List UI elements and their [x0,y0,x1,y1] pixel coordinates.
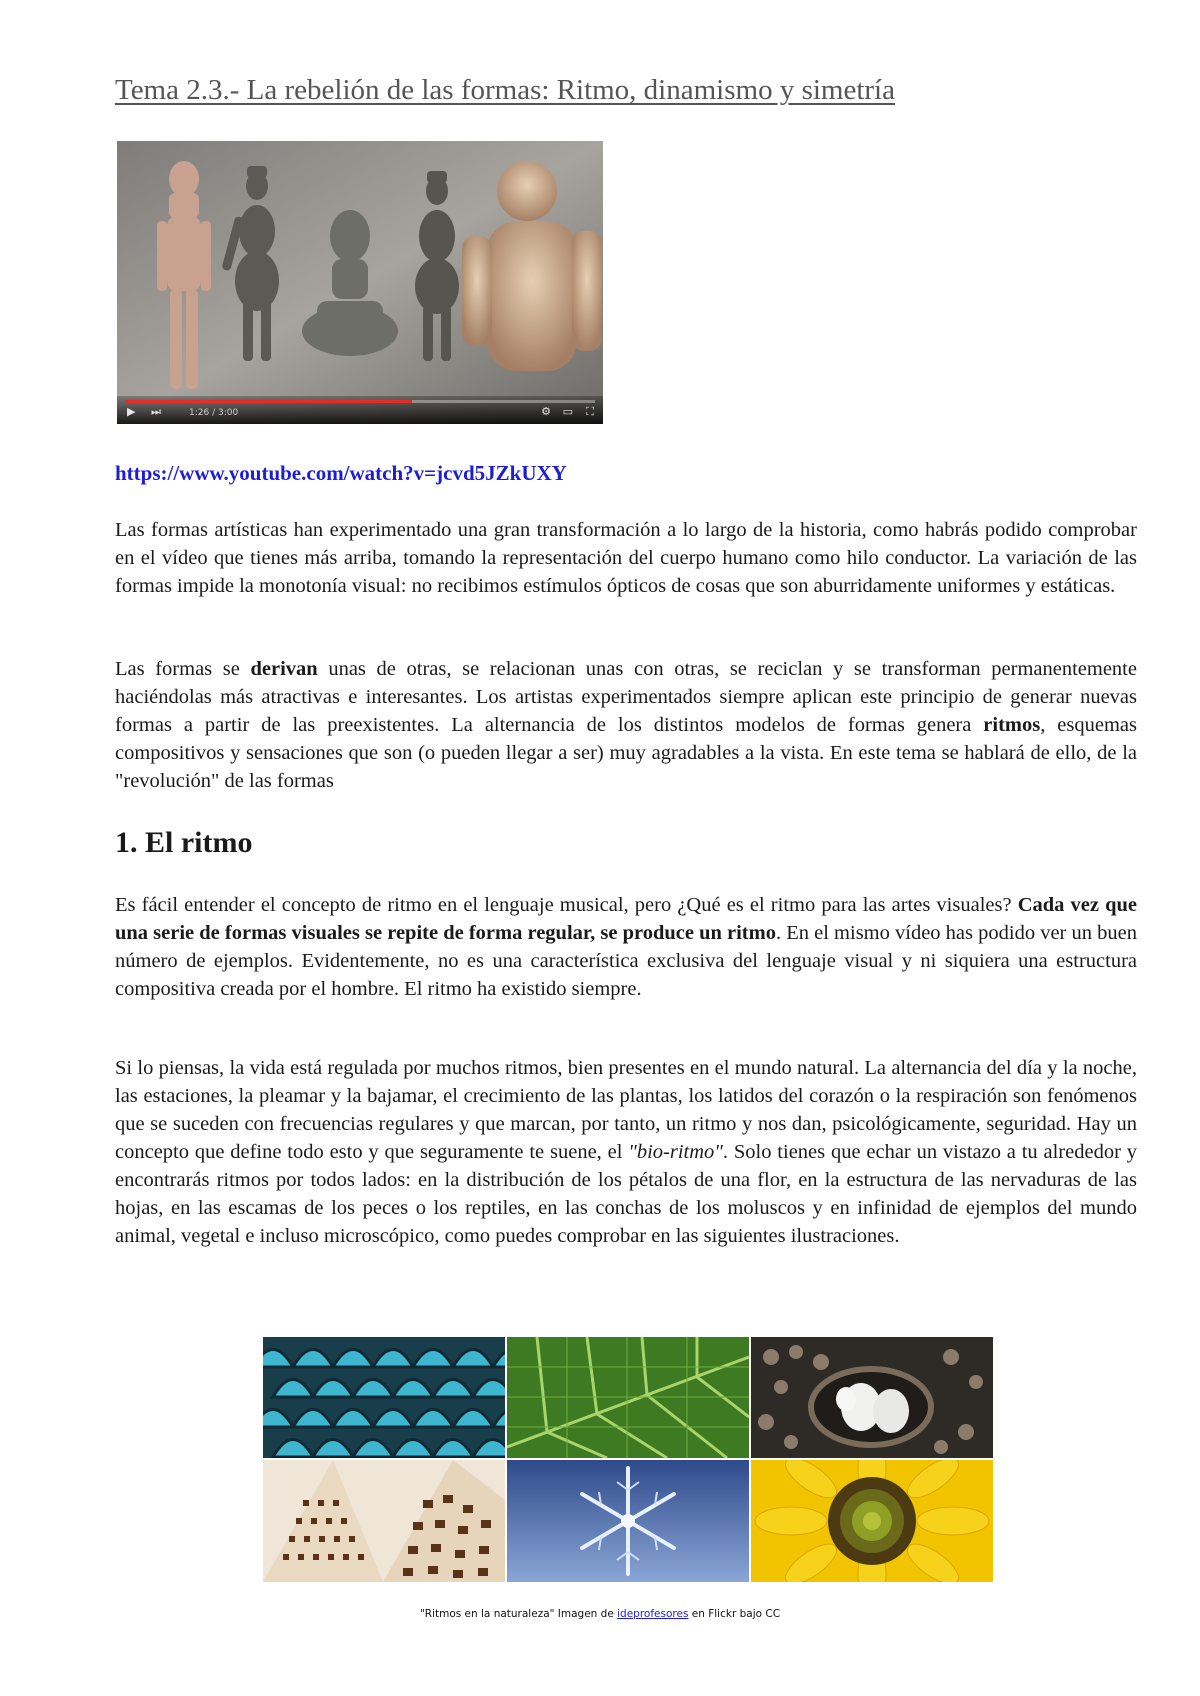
caption-text: en Flickr bajo CC [688,1608,781,1620]
text-run: unas de otras, se relacionan unas con otras, se reciclan y se transforman permanentemente haciéndolas más atractivas e interesantes. Los artistas experimentados siempre aplican este principio de generar nuevas formas a partir de las preexistentes. La alternancia de los distintos modelos de formas genera [115,658,1137,736]
feather-scales-image [263,1337,505,1458]
section-heading-ritmo: 1. El ritmo [115,826,253,859]
paragraph-derivan [115,655,1137,795]
bold-term: ritmos [983,714,1041,736]
page-title: Tema 2.3.- La rebelión de las formas: Ritmo, dinamismo y simetría [115,74,895,106]
text-run: Las formas se [115,658,251,680]
video-frame-image [117,141,603,424]
bold-definition: Cada vez que una serie de formas visuales se repite de forma regular, se produce un ritmo [115,894,1137,944]
text-run: . En el mismo vídeo has podido ver un buen número de ejemplos. Evidentemente, no es una característica exclusiva del lenguaje visual y ni siquiera una estructura compositiva creada por el hombre. El ritmo ha existido siempre. [115,922,1137,1000]
paragraph-ritmo-definicion [115,891,1137,1003]
nature-rhythms-mosaic [263,1337,993,1582]
next-icon[interactable]: ⏭ [151,405,161,418]
fullscreen-icon[interactable]: ⛶ [586,405,594,418]
theater-mode-icon[interactable]: ▭ [562,405,573,418]
snake-eggs-image [751,1337,993,1458]
paragraph-intro: Las formas artísticas han experimentado una gran transformación a lo largo de la historia, como habrás podido comprobar en el vídeo que tienes más arriba, tomando la representación del cuerpo humano como hilo conductor. La variación de las formas impide la monotonía visual: no recibimos estímulos ópticos de cosas que son aburridamente uniformes y estáticas. [115,519,1137,597]
video-progress-fill [125,400,412,403]
video-controls [117,396,603,424]
cone-shells-image [263,1460,505,1582]
video-link[interactable]: https://www.youtube.com/watch?v=jcvd5JZkUXY [115,461,567,485]
italic-term: "bio-ritmo" [628,1141,723,1163]
video-time: 1:26 / 3:00 [189,408,239,418]
caption-text: "Ritmos en la naturaleza" Imagen de [419,1608,618,1620]
text-run: Si lo piensas, la vida está regulada por muchos ritmos, bien presentes en el mundo natural. La alternancia del día y la noche, las estaciones, la pleamar y la bajamar, el crecimiento de las plantas, los latidos del corazón o la respiración son fenómenos que se suceden con frecuencias regulares y que marcan, por tanto, un ritmo y nos dan, psicológicamente, seguridad. Hay un concepto que define todo esto y que seguramente te suene, el [115,1057,1137,1163]
text-run: . Solo tienes que echar un vistazo a tu alrededor y encontrarás ritmos por todos lados: en la distribución de los pétalos de una flor, en la estructura de las nervaduras de las hojas, en las escamas de los peces o los reptiles, en las conchas de los moluscos y en infinidad de ejemplos del mundo animal, vegetal e incluso microscópico, como puedes comprobar en las siguientes ilustraciones. [115,1141,1137,1247]
caption-author-link[interactable]: ideprofesores [617,1608,689,1620]
image-caption [0,1608,1200,1620]
snowflake-image [507,1460,749,1582]
video-progress-bar[interactable] [125,400,595,403]
text-run: , esquemas compositivos y sensaciones que son (o pueden llegar a ser) muy agradables a la vista. En este tema se hablará de ello, de la "revolución" de las formas [115,714,1137,792]
paragraph-bioritmo [115,1054,1137,1250]
video-thumbnail[interactable] [117,141,603,424]
sunflower-image [751,1460,993,1582]
leaf-veins-image [507,1337,749,1458]
bold-term: derivan [250,658,318,680]
play-icon[interactable]: ▶ [127,405,136,418]
text-run: Es fácil entender el concepto de ritmo en el lenguaje musical, pero ¿Qué es el ritmo para las artes visuales? [115,894,1018,916]
settings-icon[interactable]: ⚙ [541,405,551,418]
